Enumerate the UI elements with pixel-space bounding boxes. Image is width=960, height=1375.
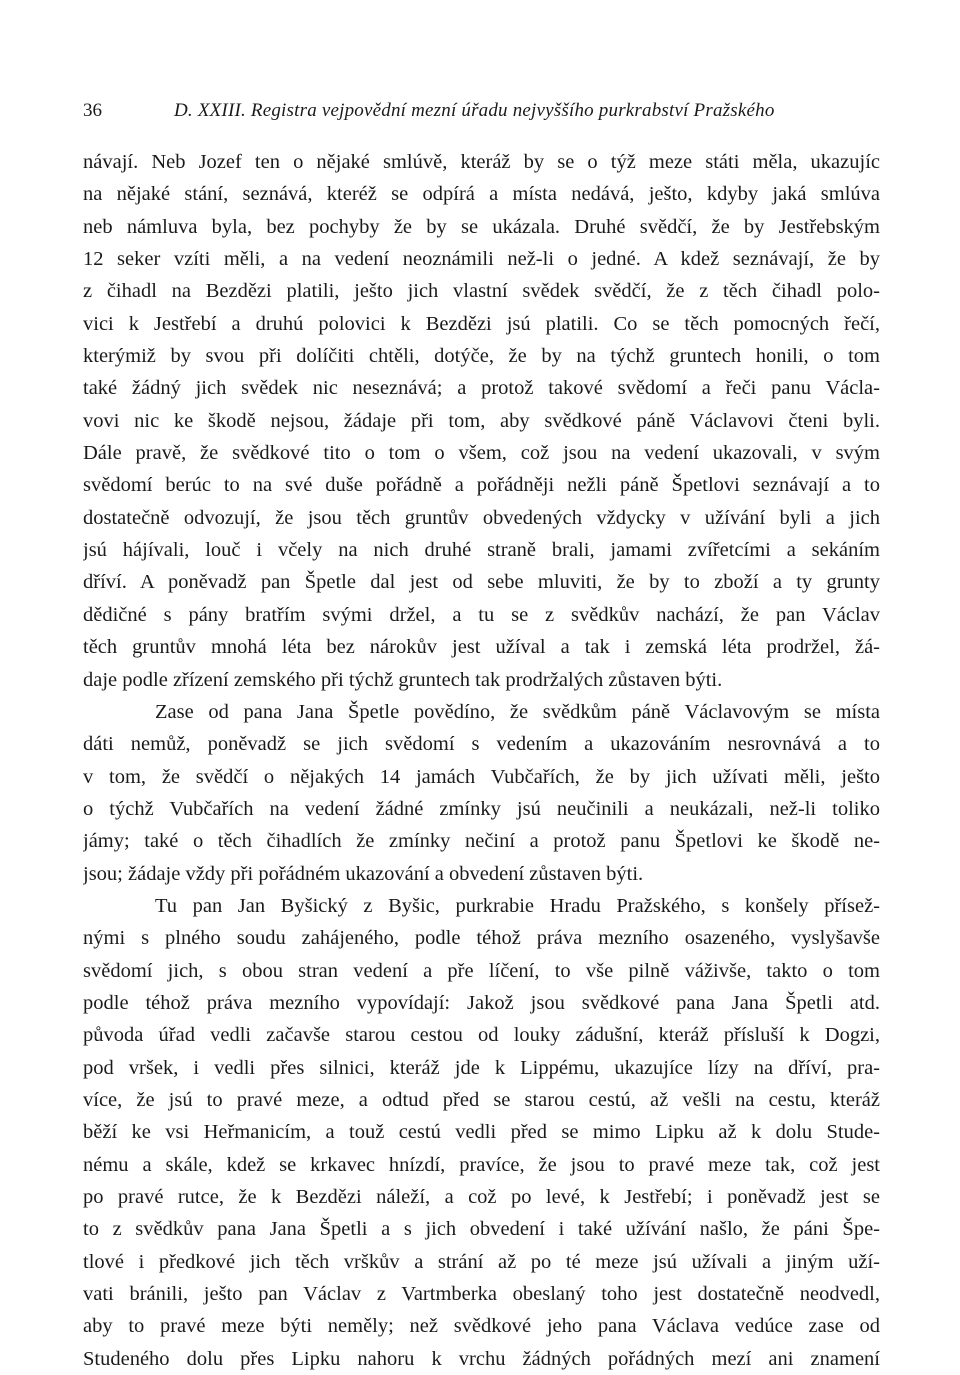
document-page <box>83 96 880 1375</box>
text-line: aby to pravé meze býti neměly; než svědkové jeho pana Václava vedúce zase od <box>83 1315 880 1338</box>
text-line: běží ke vsi Heřmanicím, a touž cestú vedli před se mimo Lipku až k dolu Stude- <box>83 1121 880 1144</box>
text-line: z čihadl na Bezdězi platili, ješto jich vlastní svědek svědčí, že z těch čihadl polo- <box>83 280 880 303</box>
text-line: jsou; žádaje vždy při pořádném ukazování a obvedení zůstaven býti. <box>83 862 644 885</box>
text-line: více, že jsú to pravé meze, a odtud před se starou cestú, až vešli na cestu, kteráž <box>83 1088 880 1111</box>
text-line: to z svědkův pana Jana Špetli a s jich obvedení i také užívání našlo, že páni Špe- <box>83 1218 880 1241</box>
text-line: po pravé rutce, že k Bezdězi náleží, a což po levé, k Jestřebí; i poněvadž jest se <box>83 1186 880 1208</box>
text-line: dáti nemůž, poněvadž se jich svědomí s vedením a ukazováním nesrovnává a to <box>83 733 880 756</box>
text-line: na nějaké stání, seznává, kteréž se odpírá a místa nedává, ješto, kdyby jaká smlúva <box>83 183 880 206</box>
body-text <box>83 146 880 1375</box>
text-line: o týchž Vubčařích na vedení žádné zmínky jsú neučinili a neukázali, než-li toliko <box>83 797 880 820</box>
text-line: v tom, že svědčí o nějakých 14 jamách Vubčařích, že by jich užívati měli, ješto <box>83 765 880 788</box>
page-number: 36 <box>83 100 102 121</box>
text-line: neb námluva byla, bez pochyby že by se ukázala. Druhé svědčí, že by Jestřebským <box>83 215 880 238</box>
text-line: těch gruntův mnohá léta bez nárokův jest užíval a tak i zemská léta prodržel, žá- <box>83 636 880 659</box>
text-line: pod vršek, i vedli přes silnici, kteráž jde k Lippému, ukazujíce lízy na dříví, pra- <box>83 1056 880 1079</box>
text-line: daje podle zřízení zemského při týchž gruntech tak prodržalých zůstaven býti. <box>83 668 723 691</box>
text-line: dostatečně odvozují, že jsou těch gruntův obvedených vždycky v užívání byli a jich <box>83 506 880 529</box>
text-line: Dále pravě, že svědkové tito o tom o všem, což jsou na vedení ukazovali, v svým <box>83 442 880 465</box>
running-head-title: D. XXIII. Registra vejpovědní mezní úřadu nejvyššího purkrabství Pražského <box>174 100 775 121</box>
text-line: původa úřad vedli začavše starou cestou od louky zádušní, kteráž přísluší k Dogzi, <box>83 1024 880 1047</box>
text-line: svědomí jich, s obou stran vedení a pře líčení, to vše pilně váživše, takto o tom <box>83 959 880 982</box>
text-line: Zase od pana Jana Špetle povědíno, že svědkům páně Václavovým se místa <box>155 700 880 723</box>
text-line: 12 seker vzíti měli, a na vedení neoznámili než-li o jedné. A kdež seznávají, že by <box>83 248 880 271</box>
text-line: vati bránili, ješto pan Václav z Vartmberka obeslaný toho jest dostatečně neodvedl, <box>83 1283 880 1306</box>
text-line: kterýmiž by svou při dolíčiti chtěli, dotýče, že by na týchž gruntech honili, o tom <box>83 345 880 368</box>
text-line: nému a skále, kdež se krkavec hnízdí, pravíce, že jsou to pravé meze tak, což jest <box>83 1153 880 1176</box>
text-line: dříví. A poněvadž pan Špetle dal jest od sebe mluviti, že by to zboží a ty grunty <box>83 571 880 594</box>
text-line: dědičné s pány bratřím svými držel, a tu se z svědkův nachází, že pan Václav <box>83 603 880 626</box>
text-line: vici k Jestřebí a druhú polovici k Bezdězi jsú platili. Co se těch pomocných řečí, <box>83 312 880 335</box>
text-line: podle téhož práva mezního vypovídají: Jakož jsou svědkové pana Jana Špetli atd. <box>83 991 880 1014</box>
text-line: tlové i předkové jich těch vrškův a strání až po té meze jsú užívali a jiným uží- <box>83 1250 880 1273</box>
text-line: Studeného dolu přes Lipku nahoru k vrchu žádných pořádných mezí ani znamení <box>83 1347 880 1370</box>
text-line: vovi nic ke škodě nejsou, žádaje při tom, aby svědkové páně Václavovi čteni byli. <box>83 409 880 432</box>
text-line: jámy; také o těch čihadlích že zmínky nečiní a protož panu Špetlovi ke škodě ne- <box>83 830 880 853</box>
text-line: také žádný jich svědek nic neseznává; a protož takové svědomí a řeči panu Václa- <box>83 377 880 400</box>
text-line: jsú hájívali, louč i včely na nich druhé straně brali, jamami zvířetcími a sekáním <box>83 539 880 562</box>
text-line: návají. Neb Jozef ten o nějaké smlúvě, kteráž by se o týž meze státi měla, ukazujíc <box>83 151 880 173</box>
text-line: svědomí berúc to na své duše pořádně a pořádněji nežli páně Špetlovi seznávají a to <box>83 474 880 497</box>
running-head <box>83 96 880 126</box>
text-line: nými s plného soudu zahájeného, podle téhož práva mezního osazeného, vyslyšavše <box>83 927 880 950</box>
text-line: Tu pan Jan Byšický z Byšic, purkrabie Hradu Pražského, s konšely přísež- <box>155 894 880 917</box>
